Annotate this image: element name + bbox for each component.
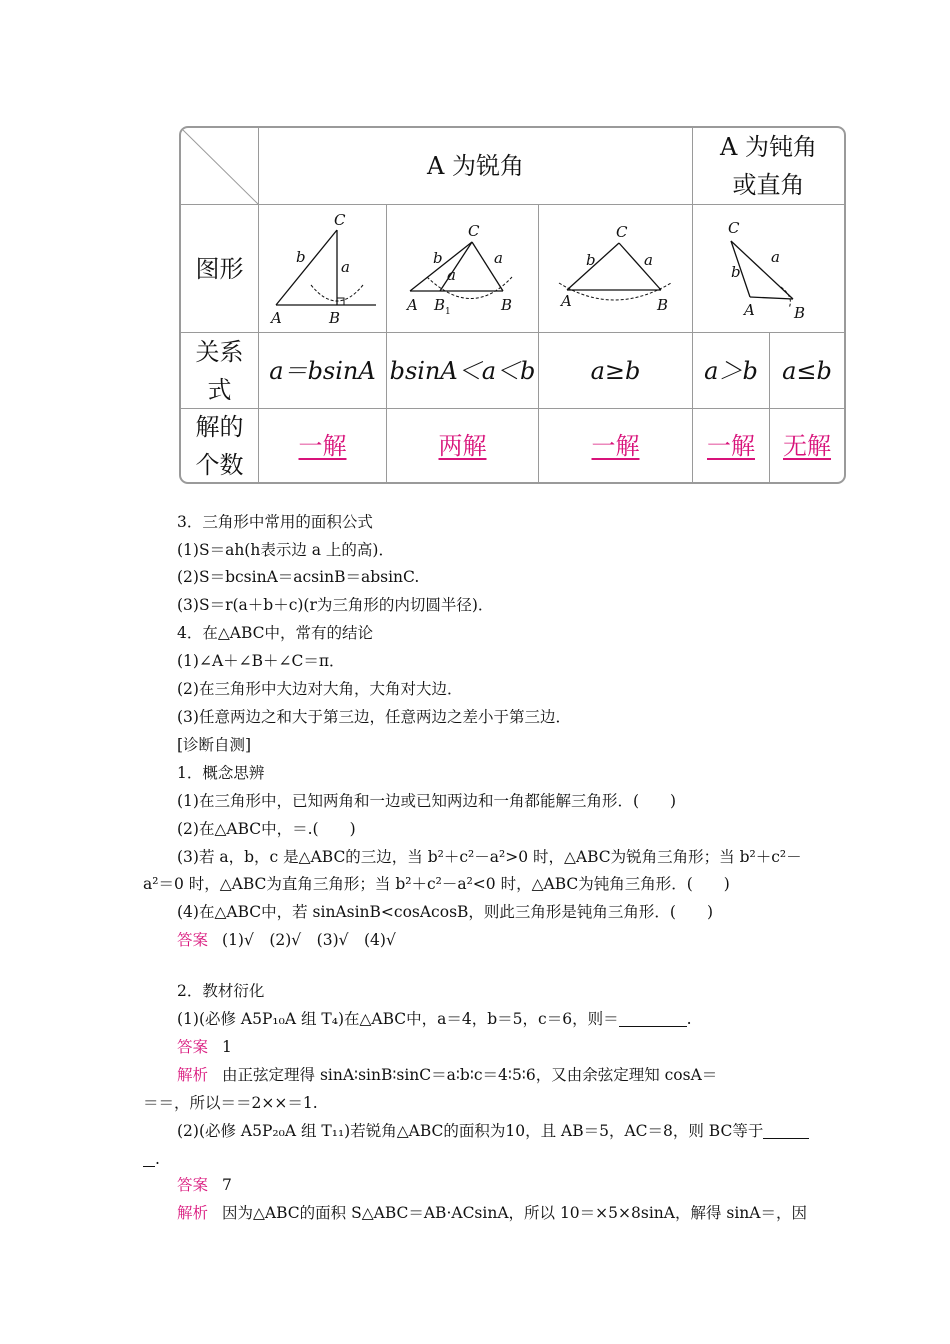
label-C: C (334, 211, 346, 229)
concept-heading: 1．概念思辨 (177, 764, 265, 782)
answer-value: 7 (222, 1176, 232, 1194)
count-cell (693, 409, 769, 482)
label-C: C (616, 223, 628, 241)
section4-line1: (1)∠A＋∠B＋∠C＝π． (177, 652, 345, 670)
label-B: B (501, 296, 513, 314)
label-B: B (329, 309, 341, 327)
count-answer: 一解 (591, 431, 640, 460)
answer-value: (1)√ (2)√ (3)√ (4)√ (222, 931, 396, 949)
count-cell (259, 409, 386, 482)
question-1: (1)在三角形中，已知两角和一边或已知两边和一角都能解三角形．( ) (177, 792, 677, 810)
solution-label: 解析 (177, 1066, 209, 1084)
label-B: B (657, 296, 669, 314)
header-acute: A 为锐角 (427, 152, 524, 180)
section4-line2: (2)在三角形中大边对大角，大角对大边． (177, 680, 463, 698)
section4-title: 4．在△ABC中，常有的结论 (177, 624, 374, 642)
row-label-count-line2: 个数 (195, 450, 244, 479)
solution-text: 由正弦定理得 sinA∶sinB∶sinC＝a∶b∶c＝4∶5∶6，又由余弦定理知 cosA＝ (222, 1066, 718, 1084)
solution-count-table (179, 126, 846, 484)
section3-title: 3．三角形中常用的面积公式 (177, 513, 373, 531)
question-2: (2)在△ABC中，＝.( ) (177, 820, 356, 838)
solution-text: 因为△ABC的面积 S△ABC＝AB·ACsinA，所以 10＝×5×8sinA，解得 sinA＝，因 (222, 1204, 807, 1222)
count-answer: 两解 (438, 431, 487, 460)
figure-right-angle (259, 205, 386, 332)
problem-1-text: (1)(必修 A5P₁₀A 组 T₄)在△ABC中，a＝4，b＝5，c＝6，则＝ (177, 1010, 619, 1028)
row-label-relation-line1: 关系 (195, 337, 244, 366)
question-3-line2: a²＝0 时，△ABC为直角三角形；当 b²＋c²－a²<0 时，△ABC为钝角三角形．( ) (143, 875, 730, 893)
question-4: (4)在△ABC中，若 sinAsinB<cosAcosB，则此三角形是钝角三角形．( ) (177, 903, 714, 921)
section3-line1: (1)S＝ah(h表示边 a 上的高)． (177, 541, 394, 559)
answer-label: 答案 (177, 931, 209, 949)
label-a: a (771, 248, 780, 266)
answer-blank (619, 1010, 687, 1027)
label-a: a (341, 258, 350, 276)
label-b: b (296, 248, 306, 266)
label-B1-sub: 1 (445, 307, 451, 317)
label-B1: B (434, 296, 446, 314)
header-obtuse (693, 128, 844, 204)
relation-cell: a≥b (590, 356, 641, 385)
answer-blank (763, 1122, 809, 1139)
row-label-relation (181, 333, 258, 408)
answer-value: 1 (222, 1038, 232, 1056)
solution-1-line2: ＝＝，所以＝＝2××＝1. (143, 1094, 318, 1112)
answer-label: 答案 (177, 1176, 209, 1194)
solution-label: 解析 (177, 1204, 209, 1222)
figure-obtuse (693, 205, 844, 332)
count-answer: 无解 (783, 431, 831, 460)
row-label-figure: 图形 (195, 254, 244, 283)
section4-line3: (3)任意两边之和大于第三边，任意两边之差小于第三边． (177, 708, 571, 726)
answer-line-3 (177, 1174, 232, 1196)
label-B: B (794, 304, 806, 322)
answer-blank (143, 1150, 155, 1167)
answer-line-1 (177, 929, 396, 951)
question-3-line1: (3)若 a，b，c 是△ABC的三边，当 b²＋c²－a²>0 时，△ABC为锐角三角形；当 b²＋c²－ (177, 848, 802, 866)
figure-a-ge-b (539, 205, 692, 332)
label-b: b (731, 263, 741, 281)
relation-cell: a＞b (704, 356, 758, 385)
label-A: A (407, 296, 418, 314)
solution-2-line1 (177, 1202, 807, 1224)
problem-2-text: (2)(必修 A5P₂₀A 组 T₁₁)若锐角△ABC的面积为10，且 AB＝5，AC＝8，则 BC等于 (177, 1122, 764, 1140)
label-A: A (561, 292, 572, 310)
problem-1: (1)(必修 A5P₁₀A 组 T₄)在△ABC中，a＝4，b＝5，c＝6，则＝ . (177, 1010, 692, 1028)
row-label-relation-line2: 式 (207, 375, 232, 404)
label-a-inner: a (447, 266, 456, 284)
count-cell (770, 409, 844, 482)
answer-line-2 (177, 1036, 232, 1058)
label-C: C (468, 222, 480, 240)
solution-1-line1 (177, 1064, 717, 1086)
section3-line2: (2)S＝bcsinA＝acsinB＝absinC. (177, 568, 420, 586)
row-label-count (181, 409, 258, 482)
relation-cell: a＝bsinA (269, 356, 376, 385)
relation-cell: a≤b (782, 356, 832, 385)
count-cell (539, 409, 692, 482)
label-A: A (271, 309, 282, 327)
label-b: b (433, 249, 443, 267)
label-b: b (586, 251, 596, 269)
problem-2-blank-end: . (143, 1148, 160, 1170)
problem-2 (177, 1120, 809, 1142)
header-diagonal (181, 128, 259, 205)
label-A: A (744, 301, 755, 319)
count-answer: 一解 (707, 431, 755, 460)
header-obtuse-line1: A 为钝角 (720, 133, 817, 161)
header-obtuse-line2: 或直角 (732, 171, 805, 199)
relation-cell: bsinA＜a＜b (389, 356, 536, 385)
diagnosis-title: [诊断自测] (177, 736, 252, 754)
label-a: a (644, 251, 653, 269)
label-a-outer: a (494, 249, 503, 267)
label-C: C (728, 219, 740, 237)
section3-line3: (3)S＝r(a＋b＋c)(r为三角形的内切圆半径)． (177, 596, 494, 614)
count-answer: 一解 (298, 431, 347, 460)
textbook-heading: 2．教材衍化 (177, 982, 265, 1000)
row-label-count-line1: 解的 (195, 412, 244, 441)
count-cell (387, 409, 538, 482)
figure-two-solutions (387, 205, 538, 332)
answer-label: 答案 (177, 1038, 209, 1056)
